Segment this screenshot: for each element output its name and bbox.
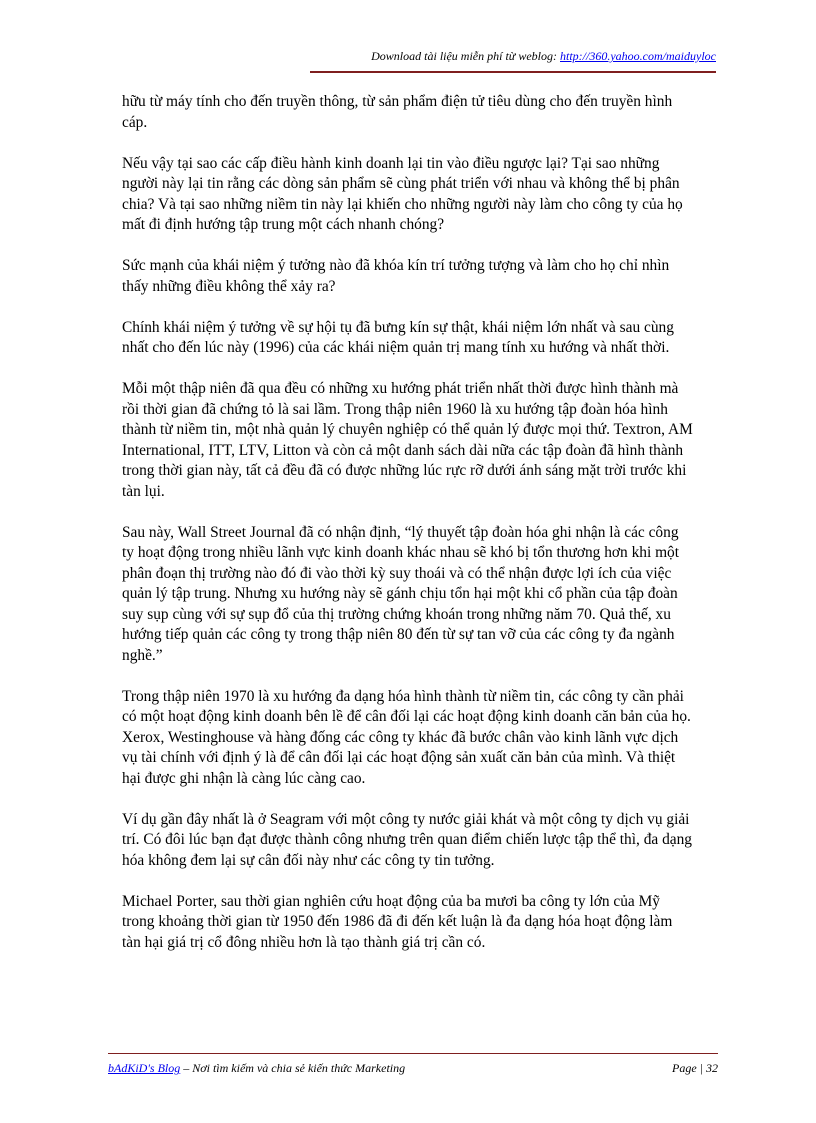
paragraph: Michael Porter, sau thời gian nghiên cứu hoạt động của ba mươi ba công ty lớn của Mỹ trong khoảng thời gian từ 1950 đến 1986 đã đi đến kết luận là đa dạng hóa hoạt động làm tàn hại giá trị cổ đông nhiều hơn là tạo thành giá trị cần có. (122, 892, 673, 951)
page-footer (108, 1060, 718, 1076)
paragraph: Mỗi một thập niên đã qua đều có những xu hướng phát triển nhất thời được hình thành mà rồi thời gian đã chứng tỏ là sai lầm. Trong thập niên 1960 là xu hướng tập đoàn hóa hình thành từ niềm tin, một nhà quản lý chuyên nghiệp có thể quản lý được mọi thứ. Textron, AM International, ITT, LTV, Litton và còn cả một danh sách dài nữa các tập đoàn đã hình thành trong thời gian này, tất cả đều đã có được những lúc rực rỡ dưới ánh sáng mặt trời trước khi tàn lụi. (122, 380, 693, 500)
document-body (122, 92, 694, 974)
footer-divider (108, 1053, 718, 1054)
paragraph: Trong thập niên 1970 là xu hướng đa dạng hóa hình thành từ niềm tin, các công ty cần phải có một hoạt động kinh doanh bên lề để cân đối lại các hoạt động kinh doanh căn bản của họ. Xerox, Westinghouse và hàng đống các công ty khác đã bước chân vào kinh lãnh vực dịch vụ tài chính với định ý là để cân đối lại các hoạt động sản xuất căn bản của mình. Và thiệt hại được ghi nhận là càng lúc càng cao. (122, 687, 691, 787)
paragraph: Nếu vậy tại sao các cấp điều hành kinh doanh lại tin vào điều ngược lại? Tại sao những người này lại tin rằng các dòng sản phẩm sẽ cùng phát triển với nhau và không thể bị phân chia? Và tại sao những niềm tin này lại khiến cho những người này làm cho công ty của họ mất đi định hướng tập trung một cách nhanh chóng? (122, 154, 683, 233)
page-header (108, 48, 716, 64)
paragraph: Ví dụ gần đây nhất là ở Seagram với một công ty nước giải khát và một công ty dịch vụ giải trí. Có đôi lúc bạn đạt được thành công nhưng trên quan điểm chiến lược tập thể thì, đa dạng hóa không đem lại sự cân đối này như các công ty tin tưởng. (122, 810, 693, 869)
footer-tagline: – Nơi tìm kiếm và chia sẻ kiến thức Marketing (180, 1061, 406, 1075)
header-divider (310, 71, 716, 73)
paragraph: hữu từ máy tính cho đến truyền thông, từ sản phẩm điện tử tiêu dùng cho đến truyền hình cáp. (122, 93, 673, 131)
header-text: Download tài liệu miễn phí từ weblog: (371, 49, 561, 63)
paragraph: Sau này, Wall Street Journal đã có nhận định, “lý thuyết tập đoàn hóa ghi nhận là các công ty hoạt động trong nhiều lãnh vực kinh doanh khác nhau sẽ khó bị tổn thương hơn khi một phân đoạn thị trường nào đó đi vào thời kỳ suy thoái và có thể nhận được lợi ích của việc quản lý tập trung. Nhưng xu hướng này sẽ gánh chịu tổn hại một khi cổ phần của tập đoàn suy sụp cùng với sự sụp đổ của thị trường chứng khoán trong những năm 70. Quả thế, xu hướng tiếp quản các công ty trong thập niên 80 đến từ sự tan vỡ của các công ty đa ngành nghề.” (122, 523, 680, 664)
page-number: Page | 32 (672, 1061, 718, 1075)
paragraph: Chính khái niệm ý tưởng về sự hội tụ đã bưng kín sự thật, khái niệm lớn nhất và sau cùng nhất cho đến lúc này (1996) của các khái niệm quản trị mang tính xu hướng và nhất thời. (122, 318, 674, 356)
footer-blog-link[interactable]: bAdKiD's Blog (108, 1061, 181, 1075)
header-weblog-link[interactable]: http://360.yahoo.com/maiduyloc (560, 49, 716, 63)
footer-blog-credit (108, 1060, 405, 1076)
paragraph: Sức mạnh của khái niệm ý tưởng nào đã khóa kín trí tưởng tượng và làm cho họ chỉ nhìn thấy những điều không thể xảy ra? (122, 257, 670, 295)
